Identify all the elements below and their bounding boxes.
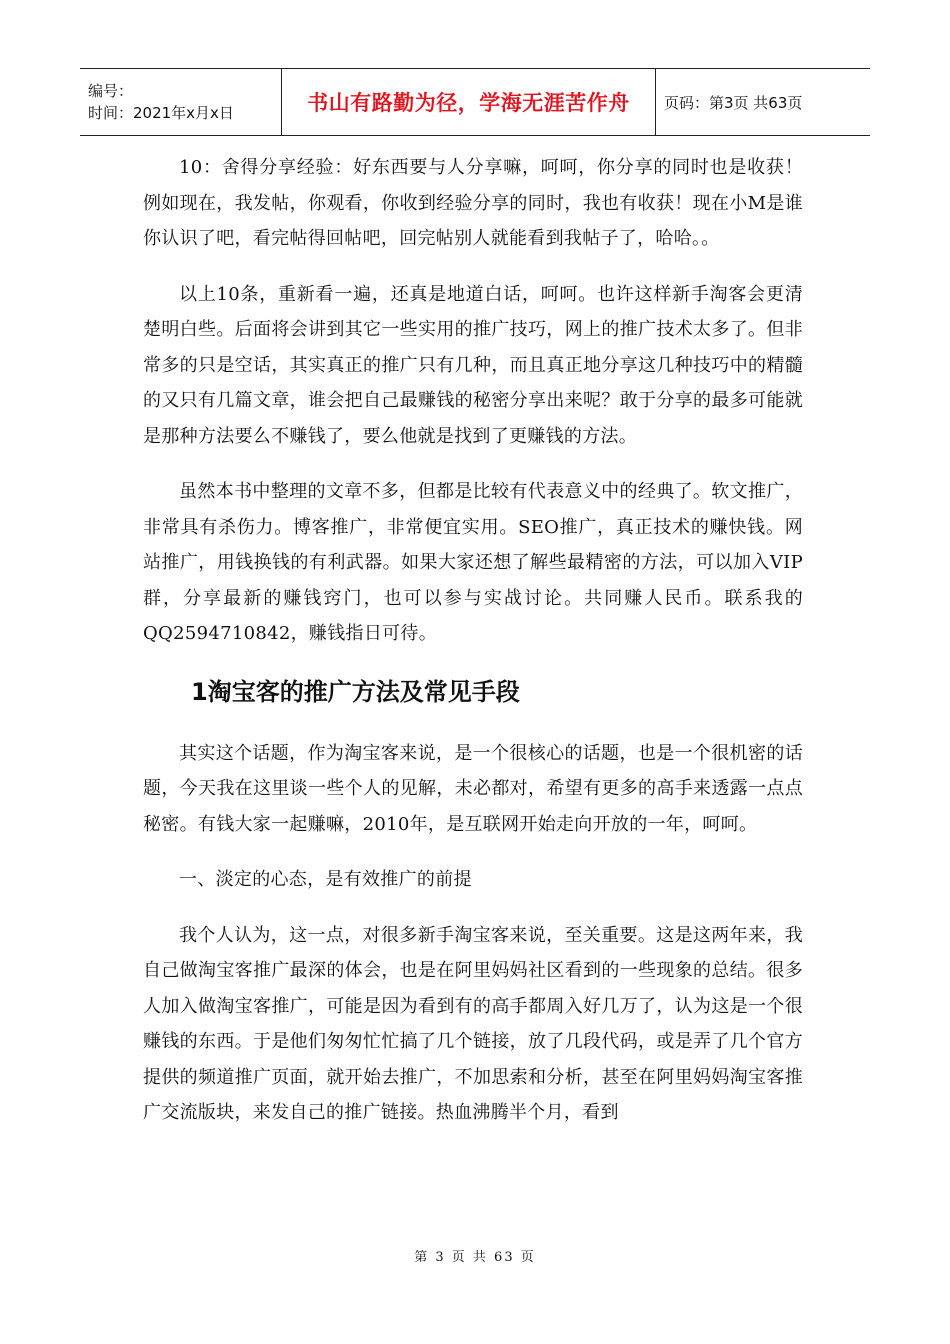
header-page-label: 页码：第3页 共63页 <box>664 93 803 112</box>
page-header <box>80 68 870 136</box>
section-paragraph: 我个人认为，这一点，对很多新手淘宝客来说，至关重要。这是这两年来，我自己做淘宝客推广最深的体会，也是在阿里妈妈社区看到的一些现象的总结。很多人加入做淘宝客推广，可能是因为看到有的高手都周入好几万了，认为这是一个很赚钱的东西。于是他们匆匆忙忙搞了几个链接，放了几段代码，或是弄了几个官方提供的频道推广页面，就开始去推广，不加思索和分析，甚至在阿里妈妈淘宝客推广交流版块，来发自己的推广链接。热血沸腾半个月，看到 <box>143 924 803 1123</box>
header-motto-cell <box>282 69 656 135</box>
section-heading: 1淘宝客的推广方法及常见手段 <box>191 677 520 706</box>
section-paragraph: 其实这个话题，作为淘宝客来说，是一个很核心的话题，也是一个很机密的话题，今天我在这里谈一些个人的见解，未必都对，希望有更多的高手来透露一点点秘密。有钱大家一起赚嘛，2010年，是互联网开始走向开放的一年，呵呵。 <box>143 742 803 835</box>
body-paragraph: 虽然本书中整理的文章不多，但都是比较有代表意义中的经典了。软文推广，非常具有杀伤力。博客推广，非常便宜实用。SEO推广，真正技术的赚快钱。网站推广，用钱换钱的有利武器。如果大家还想了解些最精密的方法，可以加入VIP群，分享最新的赚钱窍门，也可以参与实战讨论。共同赚人民币。联系我的QQ2594710842，赚钱指日可待。 <box>143 481 803 644</box>
header-time-label: 时间：2021年x月x日 <box>88 104 234 122</box>
header-page-cell <box>656 69 870 135</box>
page-footer: 第 3 页 共 63 页 <box>414 1250 536 1265</box>
header-number-label: 编号： <box>88 82 134 100</box>
body-paragraph: 以上10条，重新看一遍，还真是地道白话，呵呵。也许这样新手淘客会更清楚明白些。后面将会讲到其它一些实用的推广技巧，网上的推广技术太多了。但非常多的只是空话，其实真正的推广只有几种，而且真正地分享这几种技巧中的精髓的又只有几篇文章，谁会把自己最赚钱的秘密分享出来呢？敢于分享的最多可能就是那种方法要么不赚钱了，要么他就是找到了更赚钱的方法。 <box>143 283 803 447</box>
header-meta <box>80 69 282 135</box>
subsection-title: 一、淡定的心态，是有效推广的前提 <box>179 869 472 890</box>
body-paragraph: 10：舍得分享经验：好东西要与人分享嘛，呵呵，你分享的同时也是收获！例如现在，我发帖，你观看，你收到经验分享的同时，我也有收获！现在小M是谁你认识了吧，看完帖得回帖吧，回完帖别人就能看到我帖子了，哈哈。。 <box>143 157 803 249</box>
document-body <box>143 150 803 1151</box>
header-motto: 书山有路勤为径，学海无涯苦作舟 <box>307 91 630 115</box>
